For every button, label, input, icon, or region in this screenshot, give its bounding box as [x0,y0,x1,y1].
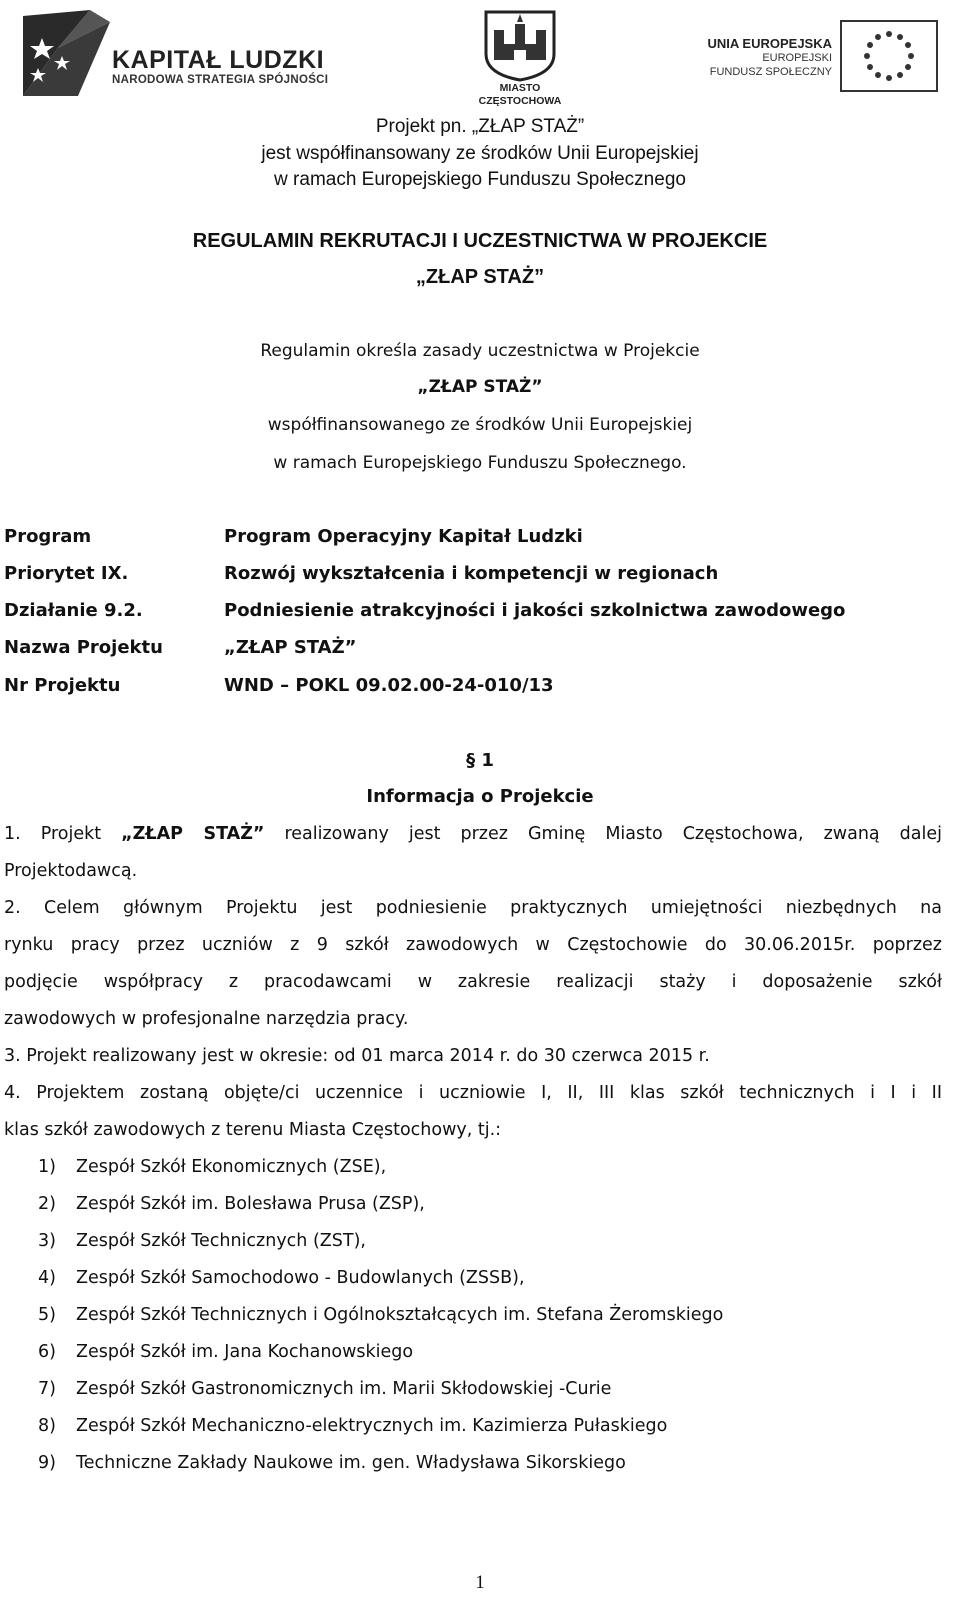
school-number: 9) [38,1453,56,1473]
eu-logo-line2: EUROPEJSKI [762,52,832,64]
school-name: Zespół Szkół Gastronomicznych im. Marii Skłodowskiej -Curie [76,1379,612,1399]
intro-line4: w ramach Europejskiego Funduszu Społecznego. [273,453,687,473]
paragraph-4-line1: 4. Projektem zostaną objęte/ci uczennice i uczniowie I, II, III klas szkół technicznych i I i II [4,1083,942,1103]
paragraph-2-line2: rynku pracy przez uczniów z 9 szkół zawodowych w Częstochowie do 30.06.2015r. poprzez [4,935,942,955]
school-number: 1) [38,1157,56,1177]
school-name: Zespół Szkół Technicznych i Ogólnokształcących im. Stefana Żeromskiego [76,1305,724,1325]
section-number: § 1 [466,750,494,771]
eu-logo-line3: FUNDUSZ SPOŁECZNY [709,66,832,78]
paragraph-1-project-name: „ZŁAP STAŻ” [121,824,265,844]
meta-key-nazwa: Nazwa Projektu [4,637,163,658]
paragraph-2-line4: zawodowych w profesjonalne narzędzia pracy. [4,1009,409,1029]
paragraph-1-line1 [4,816,942,853]
meta-value-priorytet: Rozwój wykształcenia i kompetencji w regionach [224,563,719,584]
kapital-ludzki-subtitle: NARODOWA STRATEGIA SPÓJNOŚCI [112,74,329,86]
document-title-project: „ZŁAP STAŻ” [415,266,545,288]
school-number: 3) [38,1231,56,1251]
header-line1: Projekt pn. „ZŁAP STAŻ” [375,116,585,137]
eu-flag-logo [840,20,938,92]
school-name: Zespół Szkół im. Jana Kochanowskiego [76,1342,414,1362]
paragraph-1-prefix: 1. Projekt [4,824,122,844]
header-line3: w ramach Europejskiego Funduszu Społecznego [274,169,686,190]
paragraph-1-line2: Projektodawcą. [4,861,138,881]
eu-flag-icon [840,20,938,92]
meta-key-dzialanie: Działanie 9.2. [4,600,143,621]
city-logo-line2: CZĘSTOCHOWA [478,95,562,107]
meta-key-priorytet: Priorytet IX. [4,563,129,584]
school-number: 2) [38,1194,56,1214]
meta-value-nazwa: „ZŁAP STAŻ” [224,637,357,658]
kapital-ludzki-emblem-icon [18,8,118,98]
meta-value-nr: WND – POKL 09.02.00-24-010/13 [224,675,554,696]
school-name: Zespół Szkół Ekonomicznych (ZSE), [76,1157,387,1177]
meta-key-program: Program [4,526,92,547]
city-coat-of-arms-icon [470,8,570,82]
intro-project-name: „ZŁAP STAŻ” [417,377,543,397]
header-line2: jest współfinansowany ze środków Unii Europejskiej [261,143,699,164]
meta-key-nr: Nr Projektu [4,675,121,696]
paragraph-4-line2: klas szkół zawodowych z terenu Miasta Częstochowy, tj.: [4,1120,502,1140]
school-number: 5) [38,1305,56,1325]
school-name: Zespół Szkół Mechaniczno-elektrycznych im. Kazimierza Pułaskiego [76,1416,668,1436]
school-number: 6) [38,1342,56,1362]
intro-line1: Regulamin określa zasady uczestnictwa w Projekcie [260,341,700,361]
document-title: REGULAMIN REKRUTACJI I UCZESTNICTWA W PROJEKCIE [192,230,768,252]
paragraph-3: 3. Projekt realizowany jest w okresie: od 01 marca 2014 r. do 30 czerwca 2015 r. [4,1046,710,1066]
school-name: Zespół Szkół Technicznych (ZST), [76,1231,366,1251]
paragraph-2-line3: podjęcie współpracy z pracodawcami w zakresie realizacji staży i doposażenie szkół [4,972,942,992]
school-number: 8) [38,1416,56,1436]
meta-value-program: Program Operacyjny Kapitał Ludzki [224,526,583,547]
school-name: Zespół Szkół Samochodowo - Budowlanych (ZSSB), [76,1268,525,1288]
kapital-ludzki-name: KAPITAŁ LUDZKI [112,46,325,74]
meta-value-dzialanie: Podniesienie atrakcyjności i jakości szkolnictwa zawodowego [224,600,846,621]
school-name: Zespół Szkół im. Bolesława Prusa (ZSP), [76,1194,425,1214]
paragraph-2-line1: 2. Celem głównym Projektu jest podniesienie praktycznych umiejętności niezbędnych na [4,898,942,918]
section-title: Informacja o Projekcie [366,786,594,807]
school-name: Techniczne Zakłady Naukowe im. gen. Władysława Sikorskiego [76,1453,626,1473]
eu-logo-line1: UNIA EUROPEJSKA [707,36,832,51]
school-number: 7) [38,1379,56,1399]
intro-line3: współfinansowanego ze środków Unii Europejskiej [267,415,693,435]
city-logo-line1: MIASTO [499,82,541,94]
page-number: 1 [475,1572,485,1593]
paragraph-1-rest: realizowany jest przez Gminę Miasto Częstochowa, zwaną dalej [264,824,943,844]
school-number: 4) [38,1268,56,1288]
